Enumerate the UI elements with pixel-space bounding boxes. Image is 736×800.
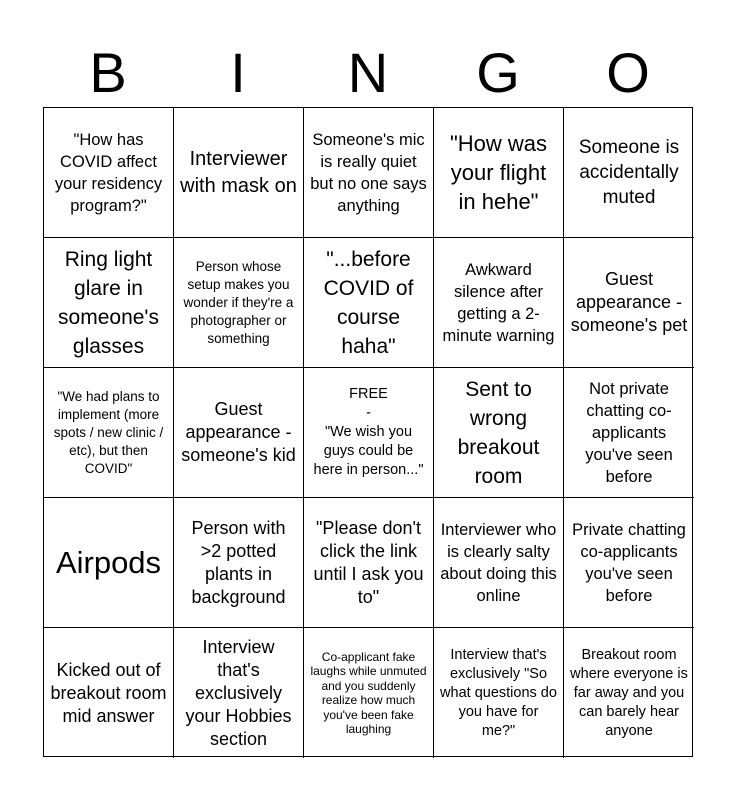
bingo-header [43,40,693,106]
bingo-cell-r2-c4[interactable] [434,238,564,368]
cell-text: "We had plans to implement (more spots / new clinic / etc), but then COVID" [53,388,164,476]
bingo-cell-r1-c3[interactable] [304,108,434,238]
cell-text: Co-applicant fake laughs while unmuted and you suddenly realize how much you've been fake laughing [310,649,427,736]
cell-text: Breakout room where everyone is far away and you can barely hear anyone [570,646,688,739]
cell-text: Person with >2 potted plants in background [191,517,286,607]
cell-text: "...before COVID of course haha" [323,247,414,358]
header-letter-i: I [230,41,246,104]
cell-text: Interview that's exclusively "So what questions do you have for me?" [440,646,557,739]
bingo-board [43,107,693,757]
cell-text: Guest appearance - someone's kid [181,399,296,465]
cell-text: Kicked out of breakout room mid answer [50,659,167,726]
bingo-cell-r3-c1[interactable] [44,368,174,498]
bingo-cell-r2-c3[interactable] [304,238,434,368]
bingo-cell-r5-c4[interactable] [434,628,564,758]
cell-text: Private chatting co-applicants you've seen before [572,520,686,605]
cell-text: Interview that's exclusively your Hobbies section [185,636,292,749]
cell-text: Guest appearance - someone's pet [570,269,688,335]
cell-text: Person whose setup makes you wonder if they're a photographer or something [183,258,294,346]
bingo-cell-r4-c4[interactable] [434,498,564,628]
bingo-cell-r2-c2[interactable] [174,238,304,368]
bingo-cell-r4-c2[interactable] [174,498,304,628]
header-letter-n: N [347,41,389,104]
bingo-cell-r5-c5[interactable] [564,628,694,758]
bingo-cell-r4-c5[interactable] [564,498,694,628]
bingo-cell-r3-c3-free-space[interactable] [304,368,434,498]
bingo-cell-r5-c3[interactable] [304,628,434,758]
header-letter-o: O [606,41,650,104]
bingo-cell-r4-c1[interactable] [44,498,174,628]
cell-text: "How was your flight in hehe" [449,131,548,214]
bingo-cell-r2-c5[interactable] [564,238,694,368]
bingo-cell-r1-c5[interactable] [564,108,694,238]
cell-text: Airpods [55,544,162,580]
cell-text: Someone's mic is really quiet but no one says anything [310,130,427,215]
bingo-cell-r3-c5[interactable] [564,368,694,498]
header-letter-b: B [89,41,127,104]
cell-text: Sent to wrong breakout room [457,377,540,488]
cell-text: Awkward silence after getting a 2-minute warning [442,260,555,345]
cell-text: Interviewer with mask on [180,147,297,197]
cell-text: FREE - "We wish you guys could be here in person..." [313,386,424,478]
bingo-cell-r3-c4[interactable] [434,368,564,498]
header-letter-g: G [476,41,520,104]
cell-text: Someone is accidentally muted [578,137,680,208]
cell-text: Ring light glare in someone's glasses [58,247,159,358]
bingo-cell-r1-c1[interactable] [44,108,174,238]
bingo-cell-r2-c1[interactable] [44,238,174,368]
bingo-cell-r1-c4[interactable] [434,108,564,238]
cell-text: "Please don't click the link until I ask you to" [313,517,424,607]
bingo-cell-r5-c2[interactable] [174,628,304,758]
bingo-cell-r3-c2[interactable] [174,368,304,498]
bingo-cell-r5-c1[interactable] [44,628,174,758]
bingo-cell-r1-c2[interactable] [174,108,304,238]
cell-text: Interviewer who is clearly salty about doing this online [440,520,557,605]
cell-text: Not private chatting co-applicants you've seen before [585,379,673,486]
bingo-cell-r4-c3[interactable] [304,498,434,628]
cell-text: "How has COVID affect your residency program?" [54,130,163,215]
